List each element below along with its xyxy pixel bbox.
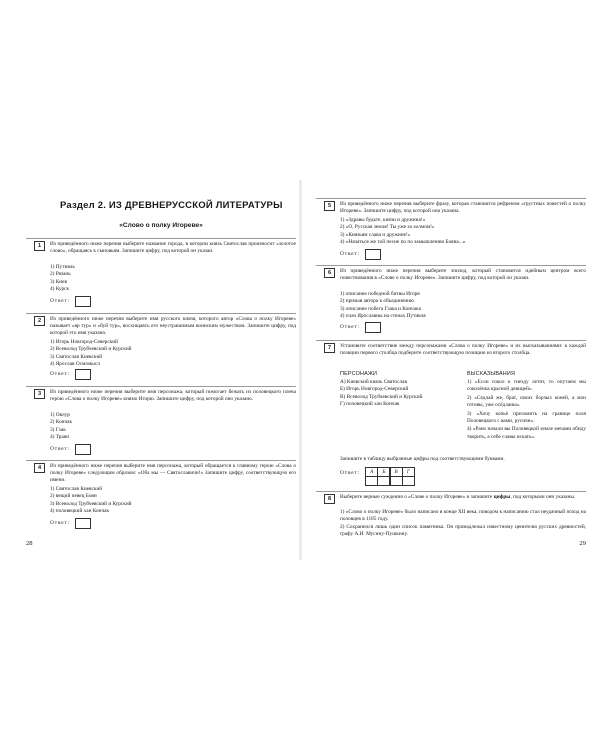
grid-letter: Г — [402, 467, 415, 477]
option: 3) Гзак — [50, 426, 66, 433]
option: 3) Киев — [50, 278, 67, 285]
answer-label: Ответ: — [340, 470, 361, 476]
prompt-text: Выберите верные суждения о «Слове о полку Игореве» и запишите — [340, 494, 494, 500]
option: 3) «Князьям слава и дружине!» — [340, 231, 411, 238]
task-rule — [26, 386, 296, 387]
character-item: Б) Игорь Новгород-Северский — [340, 386, 409, 393]
prompt-text: , под которыми они указаны. — [510, 494, 576, 500]
task-options — [50, 412, 296, 442]
task-number: 7 — [324, 343, 335, 353]
task-number: 2 — [34, 316, 45, 326]
table-instruction: Запишите в таблицу выбранные цифры под соответствующими буквами. — [340, 456, 505, 462]
option: 2) призыв автора к объединению — [340, 298, 414, 305]
grid-col — [366, 467, 378, 486]
option: 1) «Здравы будьте, князи и дружина!» — [340, 217, 426, 223]
task-prompt: Из приведённого ниже перечня выберите имя русского князя, которого автор «Слова о полку Игореве» называет «яр тур» и «буй тур», восхищаясь его неустрашимым воинским мужеством. Запишите цифру, под которой это имя указано. — [50, 316, 296, 336]
option: 4) «Начаться же той песне по по замышлению Бояна...» — [340, 239, 466, 246]
task-number: 1 — [34, 241, 45, 251]
option: 1) описание победной битвы Игоря — [340, 291, 420, 297]
answer-label: Ответ: — [50, 446, 71, 452]
task-number: 6 — [324, 268, 335, 278]
task-7 — [316, 340, 586, 485]
option: 1) «Слово о полку Игореве» было написано в конце XII века, поводом к написанию стал неудачный поход на половцев в 1185 году. — [340, 509, 586, 523]
task-rule — [26, 460, 296, 461]
answer-box[interactable] — [75, 369, 91, 380]
answer-label: Ответ: — [340, 251, 361, 257]
task-options — [340, 217, 586, 247]
task-rule — [26, 313, 296, 314]
task-number: 8 — [324, 494, 335, 504]
grid-cell[interactable] — [377, 477, 390, 486]
character-item: В) Всеволод Трубчевский и Курский — [340, 393, 423, 400]
answer-grid — [366, 467, 415, 486]
grid-cell[interactable] — [402, 477, 415, 486]
answer-label: Ответ: — [50, 520, 71, 526]
answer-row — [340, 467, 470, 485]
task-prompt: Из приведённого ниже перечня выберите эпизод, который становится идейным центром всего повествования в «Слове о полку Игореве». Запишите цифру, под которой он указан. — [340, 268, 586, 281]
table-instruction-wrap — [340, 456, 586, 463]
characters-heading: ПЕРСОНАЖИ — [340, 371, 378, 377]
task-prompt: Из приведённого ниже перечня выберите название города, в котором князь Святослав произносит «золотое слово», обращаясь к сыновьям. Запишите цифру, под которой он указан. — [50, 241, 296, 254]
option: 4) Траян — [50, 434, 70, 441]
task-rule — [26, 238, 296, 239]
work-title: «Слово о полку Игореве» — [119, 222, 203, 229]
option: 2) Всеволод Трубчевский и Курский — [50, 346, 132, 353]
answer-box[interactable] — [75, 518, 91, 529]
answer-label: Ответ: — [340, 324, 361, 330]
right-page — [316, 0, 586, 750]
grid-letter: Б — [377, 467, 390, 477]
option: 2) вещий певец Боян — [50, 493, 97, 500]
answer-box[interactable] — [365, 322, 381, 333]
option: 1) Путивль — [50, 264, 75, 270]
option: 3) Святослав Киевский — [50, 353, 103, 360]
grid-cell[interactable] — [390, 477, 403, 486]
character-item: Г) половецкий хан Кончак — [340, 401, 400, 408]
page-number-left: 28 — [26, 540, 33, 547]
task-options — [50, 264, 296, 294]
task-options — [50, 486, 296, 516]
quote-item: 1) «Если сокол к гнезду летит, то опутаем мы соколёнка красной девицей». — [467, 379, 586, 393]
task-options — [340, 291, 586, 321]
grid-col — [390, 467, 402, 486]
quotes-heading: ВЫСКАЗЫВАНИЯ — [467, 371, 516, 377]
task-options — [340, 509, 586, 539]
task-8 — [316, 491, 586, 541]
grid-col — [403, 467, 415, 486]
option: 1) Игорь Новгород-Северский — [50, 339, 118, 345]
task-1 — [26, 238, 296, 306]
task-4 — [26, 460, 296, 534]
task-number: 4 — [34, 463, 45, 473]
task-prompt: Из приведённого ниже перечня выберите имя персонажа, который обращается к главному герою «Слова о полку Игореве» следующим образом: «Оба мы — Святославичи!» Запишите цифру, соответствующую его имени. — [50, 463, 296, 483]
left-page — [26, 0, 296, 750]
option: 1) Овлур — [50, 412, 70, 418]
task-6 — [316, 265, 586, 333]
task-5 — [316, 198, 586, 260]
task-prompt: Из приведённого ниже перечня выберите имя персонажа, который помогает бежать из половецкого плена герою «Слова о полку Игореве» князю Игорю. Запишите цифру, под которой оно указано. — [50, 389, 296, 402]
quote-item: 2) «Седлай же, брат, своих борзых коней, а мои готовы, уже осёдланы». — [467, 394, 586, 409]
task-2 — [26, 313, 296, 379]
grid-letter: А — [365, 467, 378, 477]
task-rule — [316, 491, 586, 492]
option: 3) описание побега Гзака и Кончака — [340, 305, 421, 312]
option: 2) Рязань — [50, 271, 71, 278]
prompt-emphasis: цифры — [493, 494, 511, 500]
task-rule — [316, 265, 586, 266]
answer-box[interactable] — [365, 249, 381, 260]
quotes-list — [467, 379, 586, 441]
character-item: А) Киевский князь Святослав — [340, 379, 407, 385]
task-number: 3 — [34, 389, 45, 399]
option: 2) «О, Русская земля! Ты уже за холмом!» — [340, 224, 435, 231]
task-options — [50, 339, 296, 369]
option: 2) Кончак — [50, 419, 73, 426]
option: 4) плач Ярославны на стенах Путивля — [340, 313, 426, 320]
option: 2) Сохранился лишь один список памятника. Он принадлежал известному ценителю русских древностей, графу А.И. Мусину-Пушкину. — [340, 523, 586, 538]
answer-label: Ответ: — [50, 371, 71, 377]
quote-item: 3) «Хочу копьё преломить на границе поля Половецкого с вами, русичи». — [467, 410, 586, 425]
section-title: Раздел 2. ИЗ ДРЕВНЕРУССКОЙ ЛИТЕРАТУРЫ — [60, 200, 283, 211]
answer-label: Ответ: — [50, 298, 71, 304]
task-number: 5 — [324, 201, 335, 211]
task-rule — [316, 198, 586, 199]
option: 4) Ярослав Осмомысл — [50, 361, 100, 368]
option: 4) половецкий хан Кончак — [50, 508, 110, 515]
task-rule — [316, 340, 586, 341]
option: 1) Святослав Киевский — [50, 486, 103, 492]
task-prompt: Из приведённого ниже перечня выберите фразу, которая становится рефреном «грустных повестей о полку Игореве». Запишите цифру, под которой она указана. — [340, 201, 586, 214]
grid-cell[interactable] — [365, 477, 378, 486]
option: 3) Всеволод Трубчевский и Курский — [50, 500, 132, 507]
answer-box[interactable] — [75, 444, 91, 455]
task-prompt: Установите соответствие между персонажами «Слова о полку Игореве» и их высказываниями: к каждой позиции первого столбца подберите соответствующую позицию из второго столбца. — [340, 343, 586, 356]
page-gutter — [299, 180, 302, 560]
answer-box[interactable] — [75, 296, 91, 307]
task-3 — [26, 386, 296, 454]
characters-list — [340, 379, 456, 409]
option: 4) Курск — [50, 286, 70, 293]
grid-letter: В — [390, 467, 403, 477]
quote-item: 4) «Рано начали вы Половецкой земле мечами обиду творить, а себе славы искать». — [467, 426, 586, 440]
page-number-right: 29 — [579, 540, 586, 547]
grid-col — [378, 467, 390, 486]
task-prompt — [340, 494, 586, 501]
